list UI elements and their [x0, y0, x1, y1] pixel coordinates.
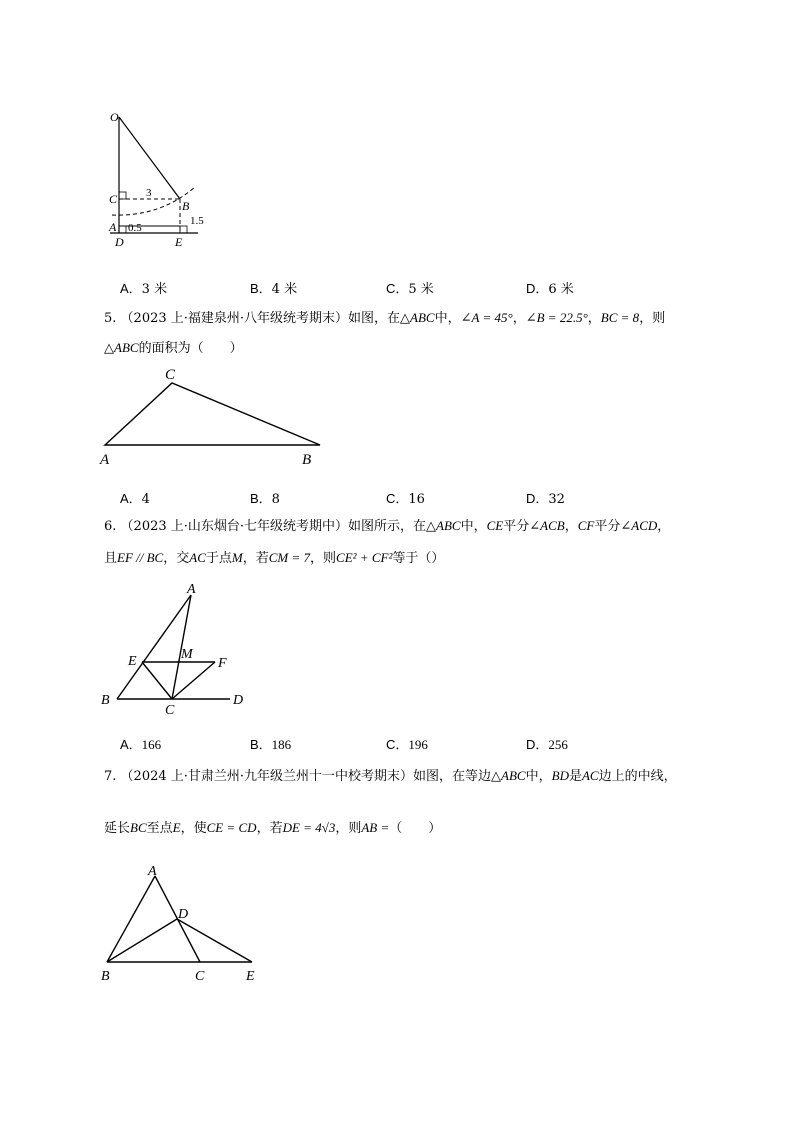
- q5-source: （2023 上·福建泉州·八年级统考期末）: [120, 311, 349, 326]
- q7-source: （2024 上·甘肃兰州·九年级兰州十一中校考期末）: [120, 769, 414, 784]
- label-o: O: [110, 110, 119, 124]
- label-e: E: [246, 969, 255, 984]
- q7-number: 7.: [104, 769, 117, 784]
- label-d: D: [178, 907, 189, 922]
- q4-options: [120, 278, 740, 298]
- q5-options: [120, 488, 740, 508]
- label-b: B: [101, 693, 110, 708]
- label-c: C: [165, 367, 176, 383]
- label-15: 1.5: [190, 215, 204, 227]
- label-e: E: [128, 654, 137, 669]
- q5-stem-line2: △ABC的面积为（ ）: [104, 340, 243, 356]
- label-a: A: [100, 452, 110, 468]
- q6-option-a[interactable]: A．166: [120, 737, 162, 752]
- q6-number: 6.: [104, 519, 117, 534]
- label-3: 3: [146, 187, 152, 199]
- q4-option-d[interactable]: D．6 米: [526, 281, 574, 297]
- q4-option-a[interactable]: A．3 米: [120, 281, 168, 297]
- q6-options: [120, 734, 740, 754]
- label-m: M: [181, 647, 193, 662]
- q7-stem-line1: 7. （2024 上·甘肃兰州·九年级兰州十一中校考期末）如图，在等边△ABC中，BD是AC边上的中线，: [104, 768, 677, 784]
- label-f: F: [218, 656, 227, 671]
- q6-stem-line1: 6. （2023 上·山东烟台·七年级统考期中）如图所示，在△ABC中，CE平分∠ACB，CF平分∠ACD，: [104, 518, 671, 534]
- q4-option-b[interactable]: B．4 米: [250, 281, 298, 297]
- q6-option-c[interactable]: C．196: [386, 737, 428, 752]
- label-05: 0.5: [128, 222, 142, 234]
- q4-option-c[interactable]: C．5 米: [386, 281, 434, 297]
- q5-option-b[interactable]: B．8: [250, 491, 280, 507]
- label-b: B: [302, 452, 312, 468]
- label-d: D: [115, 235, 124, 249]
- q5-option-a[interactable]: A．4: [120, 491, 150, 507]
- q5-figure: [95, 360, 335, 470]
- q4-figure: [100, 105, 220, 255]
- label-e: E: [175, 235, 183, 249]
- label-c: C: [165, 703, 175, 718]
- q5-option-c[interactable]: C．16: [386, 491, 425, 507]
- label-a: A: [148, 864, 157, 879]
- q6-stem-line2: 且EF // BC，交AC于点M，若CM = 7，则CE² + CF²等于（）: [104, 550, 445, 566]
- label-d: D: [233, 693, 244, 708]
- label-a: A: [187, 582, 196, 597]
- q5-stem-line1: 5. （2023 上·福建泉州·八年级统考期末）如图，在△ABC中，∠A = 45°，∠B = 22.5°，BC = 8，则: [104, 310, 666, 326]
- q7-stem-line2: 延长BC至点E，使CE = CD，若DE = 4√3，则AB =（ ）: [104, 820, 442, 836]
- q6-figure: [95, 582, 265, 717]
- q7-figure: [95, 858, 270, 988]
- q5-number: 5.: [104, 311, 117, 326]
- label-c: C: [195, 969, 205, 984]
- q5-option-d[interactable]: D．32: [526, 491, 565, 507]
- label-a: A: [109, 220, 117, 234]
- q6-option-d[interactable]: D．256: [526, 737, 568, 752]
- label-b: B: [101, 969, 110, 984]
- q6-option-b[interactable]: B．186: [250, 737, 292, 752]
- label-b: B: [182, 199, 190, 213]
- label-c: C: [109, 192, 118, 206]
- q6-source: （2023 上·山东烟台·七年级统考期中）: [120, 519, 349, 534]
